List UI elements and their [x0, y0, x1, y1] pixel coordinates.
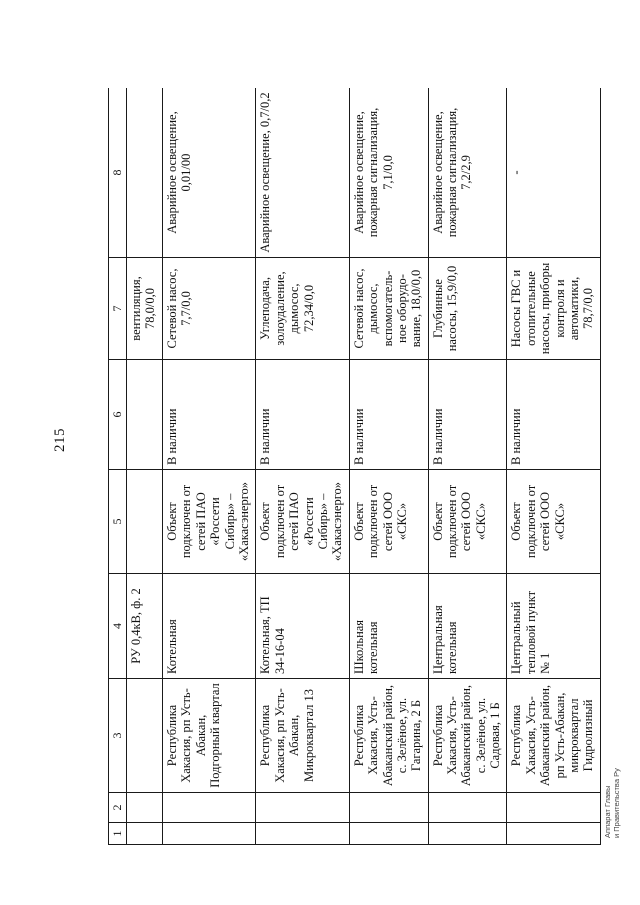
watermark-stamp	[604, 768, 621, 838]
column-number: 1	[109, 823, 127, 845]
cell-address: Республика Хакасия, рп Усть-Абакан, Подгорный квартал	[163, 679, 256, 793]
column-number: 3	[109, 679, 127, 793]
table-cell	[507, 793, 601, 823]
table-cell	[127, 679, 163, 793]
cell-address: Республика Хакасия, Усть-Абаканский район, рп Усть-Абакан, микроквартал Гидролизный	[507, 679, 601, 793]
cell-address: Республика Хакасия, Усть-Абаканский район, с. Зелёное, ул. Гагарина, 2 Б	[349, 679, 428, 793]
table-frame	[108, 88, 601, 845]
table-cell	[256, 823, 349, 845]
cell-availability: В наличии	[349, 360, 428, 470]
cell-availability: В наличии	[428, 360, 507, 470]
cell-equipment: Сетевой насос, дымосос, вспомогатель-ное оборудо-вание, 18,0/0,0	[349, 258, 428, 360]
table-cell	[507, 823, 601, 845]
cell-connection: Объект подключен от сетей ООО «СКС»	[507, 470, 601, 574]
watermark-line: и Правительства Ру	[611, 768, 621, 838]
table-cell	[428, 823, 507, 845]
cell-equipment: Сетевой насос, 7,7/0,0	[163, 258, 256, 360]
column-number: 7	[109, 258, 127, 360]
cell-facility: Котельная	[163, 574, 256, 679]
data-table	[108, 88, 601, 845]
cell-facility: Центральный тепловой пункт № 1	[507, 574, 601, 679]
table-row	[163, 88, 256, 845]
cell-facility: Центральная котельная	[428, 574, 507, 679]
column-number: 2	[109, 793, 127, 823]
cell-address: Республика Хакасия, рп Усть-Абакан, Микроквартал 13	[256, 679, 349, 793]
table-cell	[127, 793, 163, 823]
rotated-table-container	[108, 88, 601, 845]
cell-availability: В наличии	[507, 360, 601, 470]
table-cell	[349, 793, 428, 823]
cell-equipment: Глубинные насосы, 15,9/0,0	[428, 258, 507, 360]
table-cell	[127, 470, 163, 574]
table-row	[256, 88, 349, 845]
table-cell	[127, 823, 163, 845]
column-number-row	[109, 88, 127, 845]
column-number: 5	[109, 470, 127, 574]
cell-emergency: Аварийное освещение, 0,01/00	[163, 88, 256, 258]
table-cell	[428, 793, 507, 823]
table-cell	[349, 823, 428, 845]
column-number: 8	[109, 88, 127, 258]
table-cell	[127, 88, 163, 258]
table-row	[507, 88, 601, 845]
table-row	[428, 88, 507, 845]
page-number: 215	[52, 428, 68, 452]
cell-availability: В наличии	[163, 360, 256, 470]
column-number: 6	[109, 360, 127, 470]
cell-facility: Котельная, ТП 34-16-04	[256, 574, 349, 679]
cell-address: Республика Хакасия, Усть-Абаканский район, с. Зелёное, ул. Садовая, 1 Б	[428, 679, 507, 793]
cell-emergency: Аварийное освещение, пожарная сигнализация, 7,2/2,9	[428, 88, 507, 258]
cell-power-source: РУ 0,4кВ, ф. 2	[127, 574, 163, 679]
column-number: 4	[109, 574, 127, 679]
cell-equipment: вентиляция, 78,0/0,0	[127, 258, 163, 360]
cell-connection: Объект подключен от сетей ООО «СКС»	[349, 470, 428, 574]
table-cell	[256, 793, 349, 823]
table-row	[349, 88, 428, 845]
table-cell	[163, 793, 256, 823]
cell-connection: Объект подключен от сетей ПАО «Россети Сибирь» – «Хакасэнерго»	[256, 470, 349, 574]
cell-availability: В наличии	[256, 360, 349, 470]
watermark-line: Аппарат Главы	[603, 785, 612, 838]
cell-equipment: Насосы ГВС и отопительные насосы, приборы контроля и автоматики, 78,7/0,0	[507, 258, 601, 360]
cell-facility: Школьная котельная	[349, 574, 428, 679]
cell-emergency: -	[507, 88, 601, 258]
cell-emergency: Аварийное освещение, пожарная сигнализация, 7,1/0,0	[349, 88, 428, 258]
cell-connection: Объект подключен от сетей ООО «СКС»	[428, 470, 507, 574]
table-cell	[163, 823, 256, 845]
cell-equipment: Углеподача, золоудаление, дымосос, 72,34/0,0	[256, 258, 349, 360]
continuation-row	[127, 88, 163, 845]
cell-emergency: Аварийное освещение, 0,7/0,2	[256, 88, 349, 258]
cell-connection: Объект подключен от сетей ПАО «Россети Сибирь» – «Хакасэнерго»	[163, 470, 256, 574]
table-cell	[127, 360, 163, 470]
